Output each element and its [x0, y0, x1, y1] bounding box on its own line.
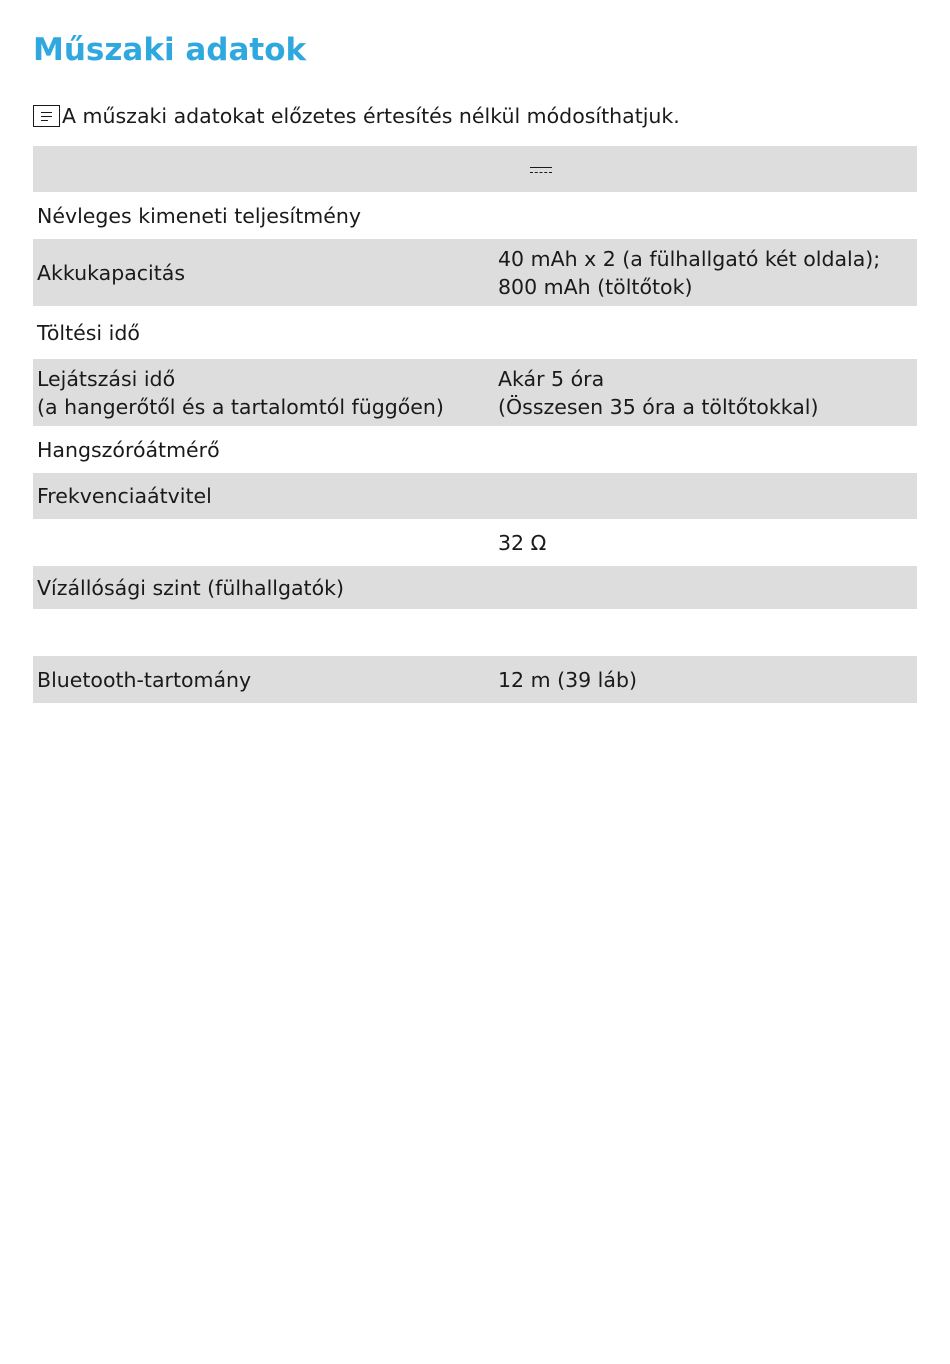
- table-row: [33, 426, 917, 473]
- spec-value: [492, 426, 917, 473]
- spec-label: Bluetooth-tartomány: [33, 656, 492, 703]
- table-row: [33, 473, 917, 519]
- spec-value: [492, 359, 917, 426]
- table-row: [33, 359, 917, 426]
- spec-page: [33, 28, 917, 703]
- table-row: [33, 306, 917, 359]
- spec-label: [33, 359, 492, 426]
- page-title: Műszaki adatok: [33, 32, 307, 68]
- spec-value-line: 40 mAh x 2 (a fülhallgató két oldala);: [498, 246, 881, 271]
- spec-value: [492, 566, 917, 609]
- spec-label: Akkukapacitás: [33, 239, 492, 306]
- spec-label-line: Lejátszási idő: [37, 366, 176, 391]
- spec-label-line: (a hangerőtől és a tartalomtól függően): [37, 394, 444, 419]
- table-row: [33, 656, 917, 703]
- table-row: [33, 519, 917, 566]
- note-icon: [33, 105, 60, 127]
- table-row: [33, 239, 917, 306]
- table-header-cell: [33, 146, 492, 192]
- spec-value: 12 m (39 láb): [492, 656, 917, 703]
- spec-value-line: 800 mAh (töltőtok): [498, 274, 693, 299]
- table-row: [33, 192, 917, 239]
- spec-label: [33, 519, 492, 566]
- spec-label: Névleges kimeneti teljesítmény: [37, 203, 361, 228]
- spec-value: [492, 192, 917, 239]
- spec-label: Töltési idő: [37, 320, 140, 345]
- spec-value: [492, 473, 917, 519]
- spec-value-line: Akár 5 óra: [498, 366, 605, 391]
- spec-value: [492, 239, 917, 306]
- spec-value: [492, 306, 917, 359]
- table-header-row: [33, 146, 917, 192]
- spec-label: Vízállósági szint (fülhallgatók): [33, 566, 492, 609]
- spec-value: [492, 609, 917, 656]
- spec-label: Hangszóróátmérő: [37, 437, 220, 462]
- spec-table: [33, 146, 917, 703]
- dc-symbol-icon: [530, 165, 552, 175]
- spec-value: 32 Ω: [498, 530, 547, 555]
- spec-label: Frekvenciaátvitel: [33, 473, 492, 519]
- table-row: [33, 609, 917, 656]
- spec-value-line: (Összesen 35 óra a töltőtokkal): [498, 394, 819, 419]
- notice-text: A műszaki adatokat előzetes értesítés nélkül módosíthatjuk.: [62, 104, 680, 128]
- table-row: [33, 566, 917, 609]
- notice: [33, 100, 917, 132]
- spec-label: [33, 609, 492, 656]
- table-header-cell: [492, 146, 917, 192]
